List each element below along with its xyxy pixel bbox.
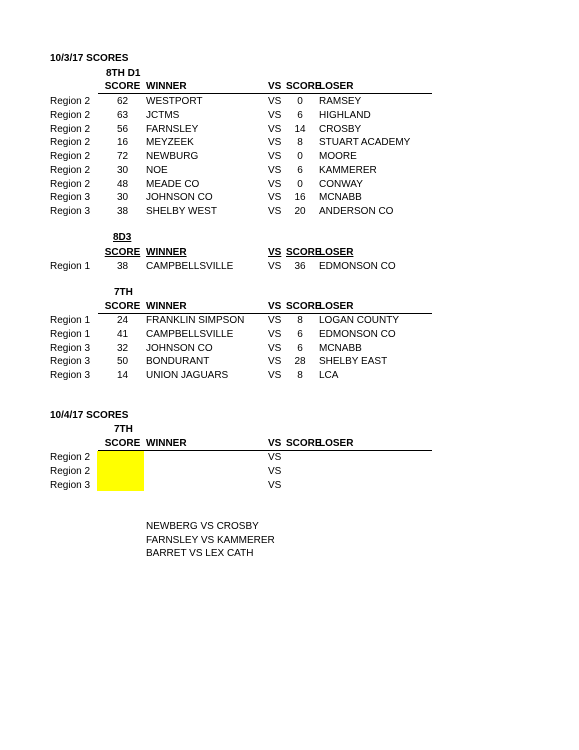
division-title: 8D3 xyxy=(113,232,132,243)
loser-cell: CONWAY xyxy=(319,179,363,190)
header-underline xyxy=(98,313,432,314)
header-loser: LOSER xyxy=(319,438,354,449)
loser-cell: LOGAN COUNTY xyxy=(319,315,400,326)
loser-score-cell: 6 xyxy=(297,343,303,354)
date-title: 10/4/17 SCORES xyxy=(50,410,129,421)
loser-cell: SHELBY EAST xyxy=(319,356,388,367)
winner-score-cell: 14 xyxy=(116,370,129,381)
vs-cell: VS xyxy=(268,165,282,176)
matchup-line: FARNSLEY VS KAMMERER xyxy=(146,535,275,546)
loser-score-cell: 28 xyxy=(294,356,306,367)
region-cell: Region 2 xyxy=(50,466,91,477)
loser-score-cell: 14 xyxy=(294,124,306,135)
loser-cell: EDMONSON CO xyxy=(319,329,396,340)
loser-score-cell: 0 xyxy=(297,151,303,162)
loser-cell: EDMONSON CO xyxy=(319,261,396,272)
vs-cell: VS xyxy=(268,96,282,107)
loser-score-cell: 36 xyxy=(294,261,306,272)
vs-cell: VS xyxy=(268,315,282,326)
header-winner: WINNER xyxy=(146,247,187,258)
header-vs: VS xyxy=(268,301,282,312)
region-cell: Region 2 xyxy=(50,137,91,148)
loser-score-cell: 0 xyxy=(297,179,303,190)
region-cell: Region 2 xyxy=(50,165,91,176)
header-score-loser: SCORE xyxy=(286,81,322,92)
region-cell: Region 2 xyxy=(50,179,91,190)
loser-score-cell: 8 xyxy=(297,137,303,148)
vs-cell: VS xyxy=(268,110,282,121)
loser-score-cell: 0 xyxy=(297,96,303,107)
winner-cell: CAMPBELLSVILLE xyxy=(146,261,234,272)
winner-cell: NOE xyxy=(146,165,168,176)
winner-cell: MEYZEEK xyxy=(146,137,194,148)
vs-cell: VS xyxy=(268,261,282,272)
loser-cell: RAMSEY xyxy=(319,96,362,107)
vs-cell: VS xyxy=(268,206,282,217)
header-underline xyxy=(98,93,432,94)
date-title: 10/3/17 SCORES xyxy=(50,53,129,64)
loser-cell: KAMMERER xyxy=(319,165,377,176)
loser-cell: LCA xyxy=(319,370,339,381)
region-cell: Region 3 xyxy=(50,370,91,381)
header-winner: WINNER xyxy=(146,438,187,449)
winner-cell: MEADE CO xyxy=(146,179,200,190)
loser-cell: HIGHLAND xyxy=(319,110,371,121)
winner-cell: JCTMS xyxy=(146,110,180,121)
winner-score-cell: 30 xyxy=(116,192,129,203)
header-score-loser: SCORE xyxy=(286,247,322,258)
winner-cell: FARNSLEY xyxy=(146,124,199,135)
loser-cell: ANDERSON CO xyxy=(319,206,394,217)
header-vs: VS xyxy=(268,247,282,258)
winner-cell: FRANKLIN SIMPSON xyxy=(146,315,245,326)
winner-cell: CAMPBELLSVILLE xyxy=(146,329,234,340)
header-loser: LOSER xyxy=(319,81,354,92)
vs-cell: VS xyxy=(268,343,282,354)
winner-score-cell: 56 xyxy=(116,124,129,135)
vs-cell: VS xyxy=(268,124,282,135)
winner-score-cell: 63 xyxy=(116,110,129,121)
region-cell: Region 2 xyxy=(50,151,91,162)
loser-cell: CROSBY xyxy=(319,124,362,135)
vs-cell: VS xyxy=(268,452,282,463)
region-cell: Region 3 xyxy=(50,206,91,217)
vs-cell: VS xyxy=(268,329,282,340)
header-underline xyxy=(98,450,432,451)
vs-cell: VS xyxy=(268,151,282,162)
winner-score-cell: 38 xyxy=(116,206,129,217)
region-cell: Region 3 xyxy=(50,356,91,367)
header-score: SCORE xyxy=(104,438,141,449)
winner-score-cell: 24 xyxy=(116,315,129,326)
winner-score-cell: 50 xyxy=(116,356,129,367)
loser-cell: MCNABB xyxy=(319,343,362,354)
winner-score-cell: 16 xyxy=(116,137,129,148)
winner-cell: JOHNSON CO xyxy=(146,192,213,203)
loser-cell: MOORE xyxy=(319,151,357,162)
winner-cell: WESTPORT xyxy=(146,96,203,107)
vs-cell: VS xyxy=(268,137,282,148)
header-score-loser: SCORE xyxy=(286,438,322,449)
header-loser: LOSER xyxy=(319,301,354,312)
region-cell: Region 1 xyxy=(50,261,91,272)
winner-cell: SHELBY WEST xyxy=(146,206,217,217)
winner-score-cell: 30 xyxy=(116,165,129,176)
division-title: 7TH xyxy=(114,287,133,298)
vs-cell: VS xyxy=(268,179,282,190)
vs-cell: VS xyxy=(268,192,282,203)
loser-score-cell: 6 xyxy=(297,329,303,340)
winner-score-cell: 62 xyxy=(116,96,129,107)
header-winner: WINNER xyxy=(146,81,187,92)
division-title: 8TH D1 xyxy=(106,68,141,79)
loser-score-cell: 6 xyxy=(297,165,303,176)
vs-cell: VS xyxy=(268,466,282,477)
header-score-loser: SCORE xyxy=(286,301,322,312)
loser-score-cell: 16 xyxy=(294,192,306,203)
loser-score-cell: 8 xyxy=(297,315,303,326)
region-cell: Region 1 xyxy=(50,329,91,340)
matchup-line: BARRET VS LEX CATH xyxy=(146,548,254,559)
region-cell: Region 1 xyxy=(50,315,91,326)
winner-cell: JOHNSON CO xyxy=(146,343,213,354)
loser-score-cell: 8 xyxy=(297,370,303,381)
vs-cell: VS xyxy=(268,356,282,367)
winner-cell: NEWBURG xyxy=(146,151,199,162)
matchup-line: NEWBERG VS CROSBY xyxy=(146,521,259,532)
header-loser: LOSER xyxy=(319,247,354,258)
loser-cell: MCNABB xyxy=(319,192,362,203)
winner-score-cell: 32 xyxy=(116,343,129,354)
region-cell: Region 2 xyxy=(50,96,91,107)
winner-score-cell: 38 xyxy=(116,261,129,272)
vs-cell: VS xyxy=(268,480,282,491)
header-vs: VS xyxy=(268,438,282,449)
loser-cell: STUART ACADEMY xyxy=(319,137,411,148)
header-score: SCORE xyxy=(104,81,141,92)
header-winner: WINNER xyxy=(146,301,187,312)
region-cell: Region 3 xyxy=(50,480,91,491)
score-highlight xyxy=(97,451,144,491)
region-cell: Region 3 xyxy=(50,192,91,203)
vs-cell: VS xyxy=(268,370,282,381)
header-vs: VS xyxy=(268,81,282,92)
region-cell: Region 2 xyxy=(50,110,91,121)
winner-score-cell: 72 xyxy=(116,151,129,162)
winner-cell: BONDURANT xyxy=(146,356,210,367)
winner-cell: UNION JAGUARS xyxy=(146,370,229,381)
loser-score-cell: 6 xyxy=(297,110,303,121)
region-cell: Region 2 xyxy=(50,452,91,463)
winner-score-cell: 41 xyxy=(116,329,129,340)
header-score: SCORE xyxy=(104,247,141,258)
region-cell: Region 2 xyxy=(50,124,91,135)
winner-score-cell: 48 xyxy=(116,179,129,190)
header-score: SCORE xyxy=(104,301,141,312)
region-cell: Region 3 xyxy=(50,343,91,354)
loser-score-cell: 20 xyxy=(294,206,306,217)
division-title: 7TH xyxy=(114,424,133,435)
